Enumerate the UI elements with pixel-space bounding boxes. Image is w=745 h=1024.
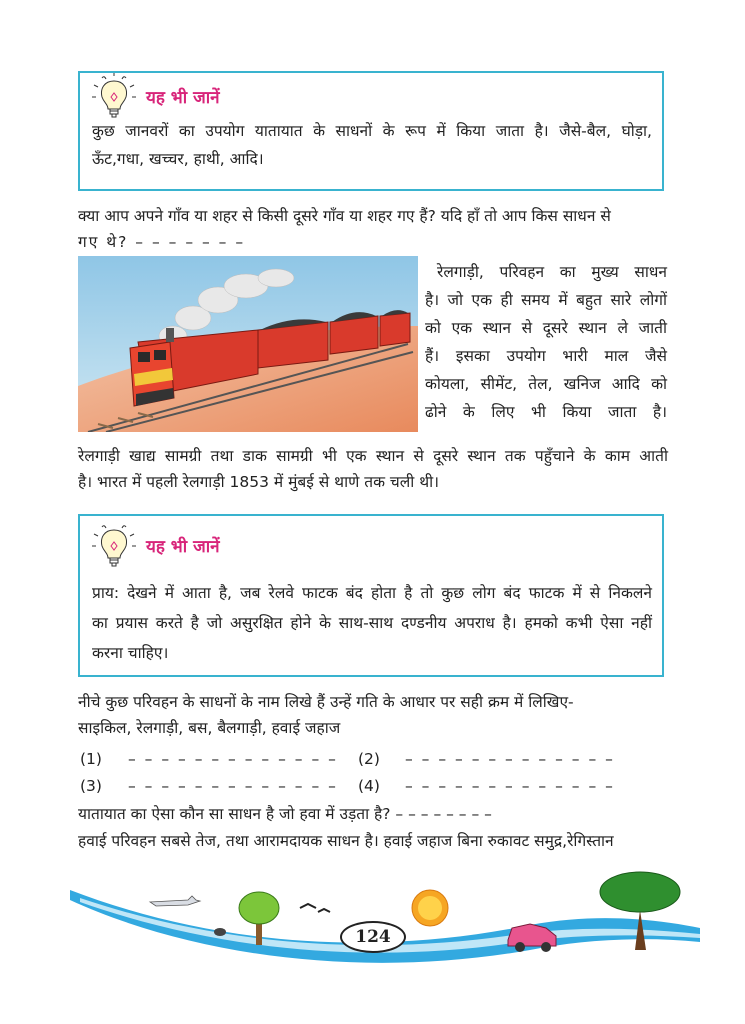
- paragraph-line: रेलगाड़ी, परिवहन का मुख्य साधन: [437, 263, 667, 281]
- question-line: यातायात का ऐसा कौन सा साधन है जो हवा में उड़ता है? – – – – – – – –: [78, 805, 492, 823]
- box-body: [80, 117, 662, 173]
- paragraph-line: हैं। इसका उपयोग भारी माल जैसे: [425, 347, 667, 365]
- question-line: गए थे? – – – – – – –: [78, 233, 246, 251]
- paragraph-line: है। भारत में पहली रेलगाड़ी 1853 में मुंबई से थाणे तक चली थी।: [78, 473, 439, 491]
- answer-blank: – – – – – – – – – – – – –: [128, 777, 338, 795]
- exercise-options: साइकिल, रेलगाड़ी, बस, बैलगाड़ी, हवाई जहाज: [78, 719, 341, 737]
- box-body: [80, 578, 662, 668]
- paragraph-line: हवाई परिवहन सबसे तेज, तथा आरामदायक साधन है। हवाई जहाज बिना रुकावट समुद्र,रेगिस्तान: [78, 832, 614, 850]
- answer-blank: – – – – – – – – – – – – –: [405, 750, 615, 768]
- lightbulb-icon: [88, 73, 140, 119]
- box-line: कुछ जानवरों का उपयोग यातायात के साधनों के रूप में किया जाता है। जैसे-बैल, घोड़ा,: [92, 122, 652, 140]
- box-title: यह भी जानें: [146, 536, 220, 557]
- answer-blank: – – – – – – – – – – – – –: [405, 777, 615, 795]
- lightbulb-icon: [88, 522, 140, 568]
- box-line: का प्रयास करते है जो असुरक्षित होने के साथ-साथ दण्डनीय अपराध है। हमको कभी ऐसा नहीं: [92, 614, 652, 632]
- exercise-item-number: (4): [358, 777, 380, 795]
- answer-blank: – – – – – – – – – – – – –: [128, 750, 338, 768]
- paragraph-line: रेलगाड़ी खाद्य सामग्री तथा डाक सामग्री भी एक स्थान से दूसरे स्थान तक पहुँचाने के काम आती: [78, 447, 668, 465]
- paragraph-line: है। जो एक ही समय में बहुत सारे लोगों: [425, 291, 667, 309]
- train-paragraph: [425, 258, 667, 426]
- exercise-item-number: (3): [80, 777, 102, 795]
- exercise-item-number: (2): [358, 750, 380, 768]
- question-line: क्या आप अपने गाँव या शहर से किसी दूसरे गाँव या शहर गए हैं? यदि हाँ तो आप किस साधन से: [78, 207, 611, 225]
- info-box-1: [78, 71, 664, 191]
- exercise-instruction: नीचे कुछ परिवहन के साधनों के नाम लिखे हैं उन्हें गति के आधार पर सही क्रम में लिखिए-: [78, 693, 574, 711]
- box-line: करना चाहिए।: [92, 644, 169, 662]
- info-box-2: [78, 514, 664, 677]
- box-line: ऊँट,गधा, खच्चर, हाथी, आदि।: [92, 150, 264, 168]
- airplane-icon: [150, 896, 200, 906]
- sun-icon: [412, 890, 448, 926]
- page-number: 124: [340, 921, 406, 953]
- box-line: प्राय: देखने में आता है, जब रेलवे फाटक बंद होता है तो कुछ लोग बंद फाटक में से निकलने: [92, 584, 652, 602]
- exercise-item-number: (1): [80, 750, 102, 768]
- paragraph-line: ढोने के लिए भी किया जाता है।: [425, 403, 667, 421]
- info-box-header: [80, 516, 662, 574]
- paragraph-line: कोयला, सीमेंट, तेल, खनिज आदि को: [425, 375, 667, 393]
- train-illustration: [78, 256, 418, 432]
- paragraph-line: को एक स्थान से दूसरे स्थान ले जाती: [425, 319, 667, 337]
- box-title: यह भी जानें: [146, 87, 220, 108]
- info-box-header: [80, 73, 662, 119]
